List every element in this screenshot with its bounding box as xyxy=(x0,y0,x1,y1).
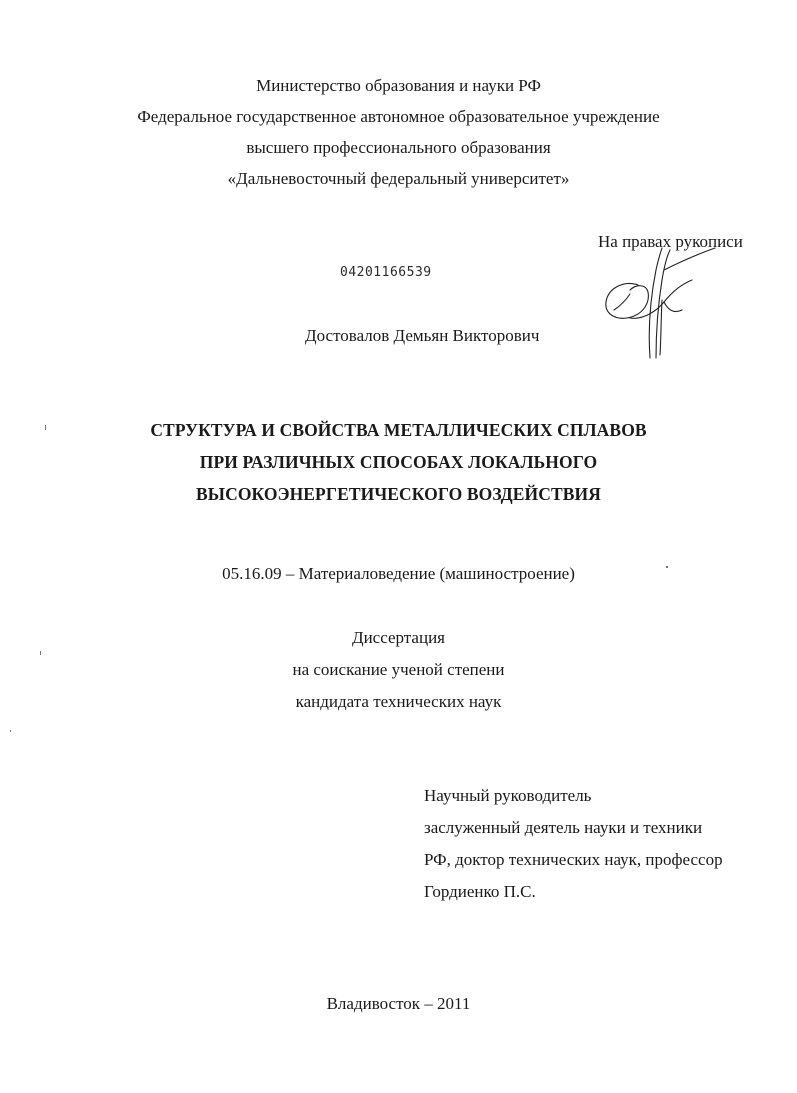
supervisor-title-1: заслуженный деятель науки и техники xyxy=(424,818,703,837)
author-name: Достовалов Демьян Викторович xyxy=(305,326,540,345)
signature-drawing xyxy=(590,240,720,365)
institution-line-1: Федеральное государственное автономное образовательное учреждение xyxy=(137,107,660,126)
scan-speck xyxy=(40,651,41,655)
scan-speck xyxy=(45,425,46,430)
manuscript-note: На правах рукописи xyxy=(598,232,743,251)
scan-speck xyxy=(666,566,668,568)
scan-speck xyxy=(10,730,11,732)
degree-line-1: Диссертация xyxy=(351,628,445,647)
title-line-2: ПРИ РАЗЛИЧНЫХ СПОСОБАХ ЛОКАЛЬНОГО xyxy=(199,452,598,472)
specialty-code: 05.16.09 – Материаловедение (машиностроение) xyxy=(222,564,575,583)
ministry-line: Министерство образования и науки РФ xyxy=(256,76,541,95)
title-line-1: СТРУКТУРА И СВОЙСТВА МЕТАЛЛИЧЕСКИХ СПЛАВОВ xyxy=(150,420,647,440)
title-line-3: ВЫСОКОЭНЕРГЕТИЧЕСКОГО ВОЗДЕЙСТВИЯ xyxy=(196,484,601,504)
degree-line-3: кандидата технических наук xyxy=(295,692,502,711)
university-name: «Дальневосточный федеральный университет» xyxy=(227,169,570,188)
degree-line-2: на соискание ученой степени xyxy=(292,660,505,679)
city-year: Владивосток – 2011 xyxy=(326,994,471,1013)
supervisor-name: Гордиенко П.С. xyxy=(424,882,536,901)
registration-stamp: 04201166539 xyxy=(340,265,432,280)
supervisor-label: Научный руководитель xyxy=(424,786,592,805)
supervisor-title-2: РФ, доктор технических наук, профессор xyxy=(424,850,723,869)
institution-line-2: высшего профессионального образования xyxy=(246,138,551,157)
